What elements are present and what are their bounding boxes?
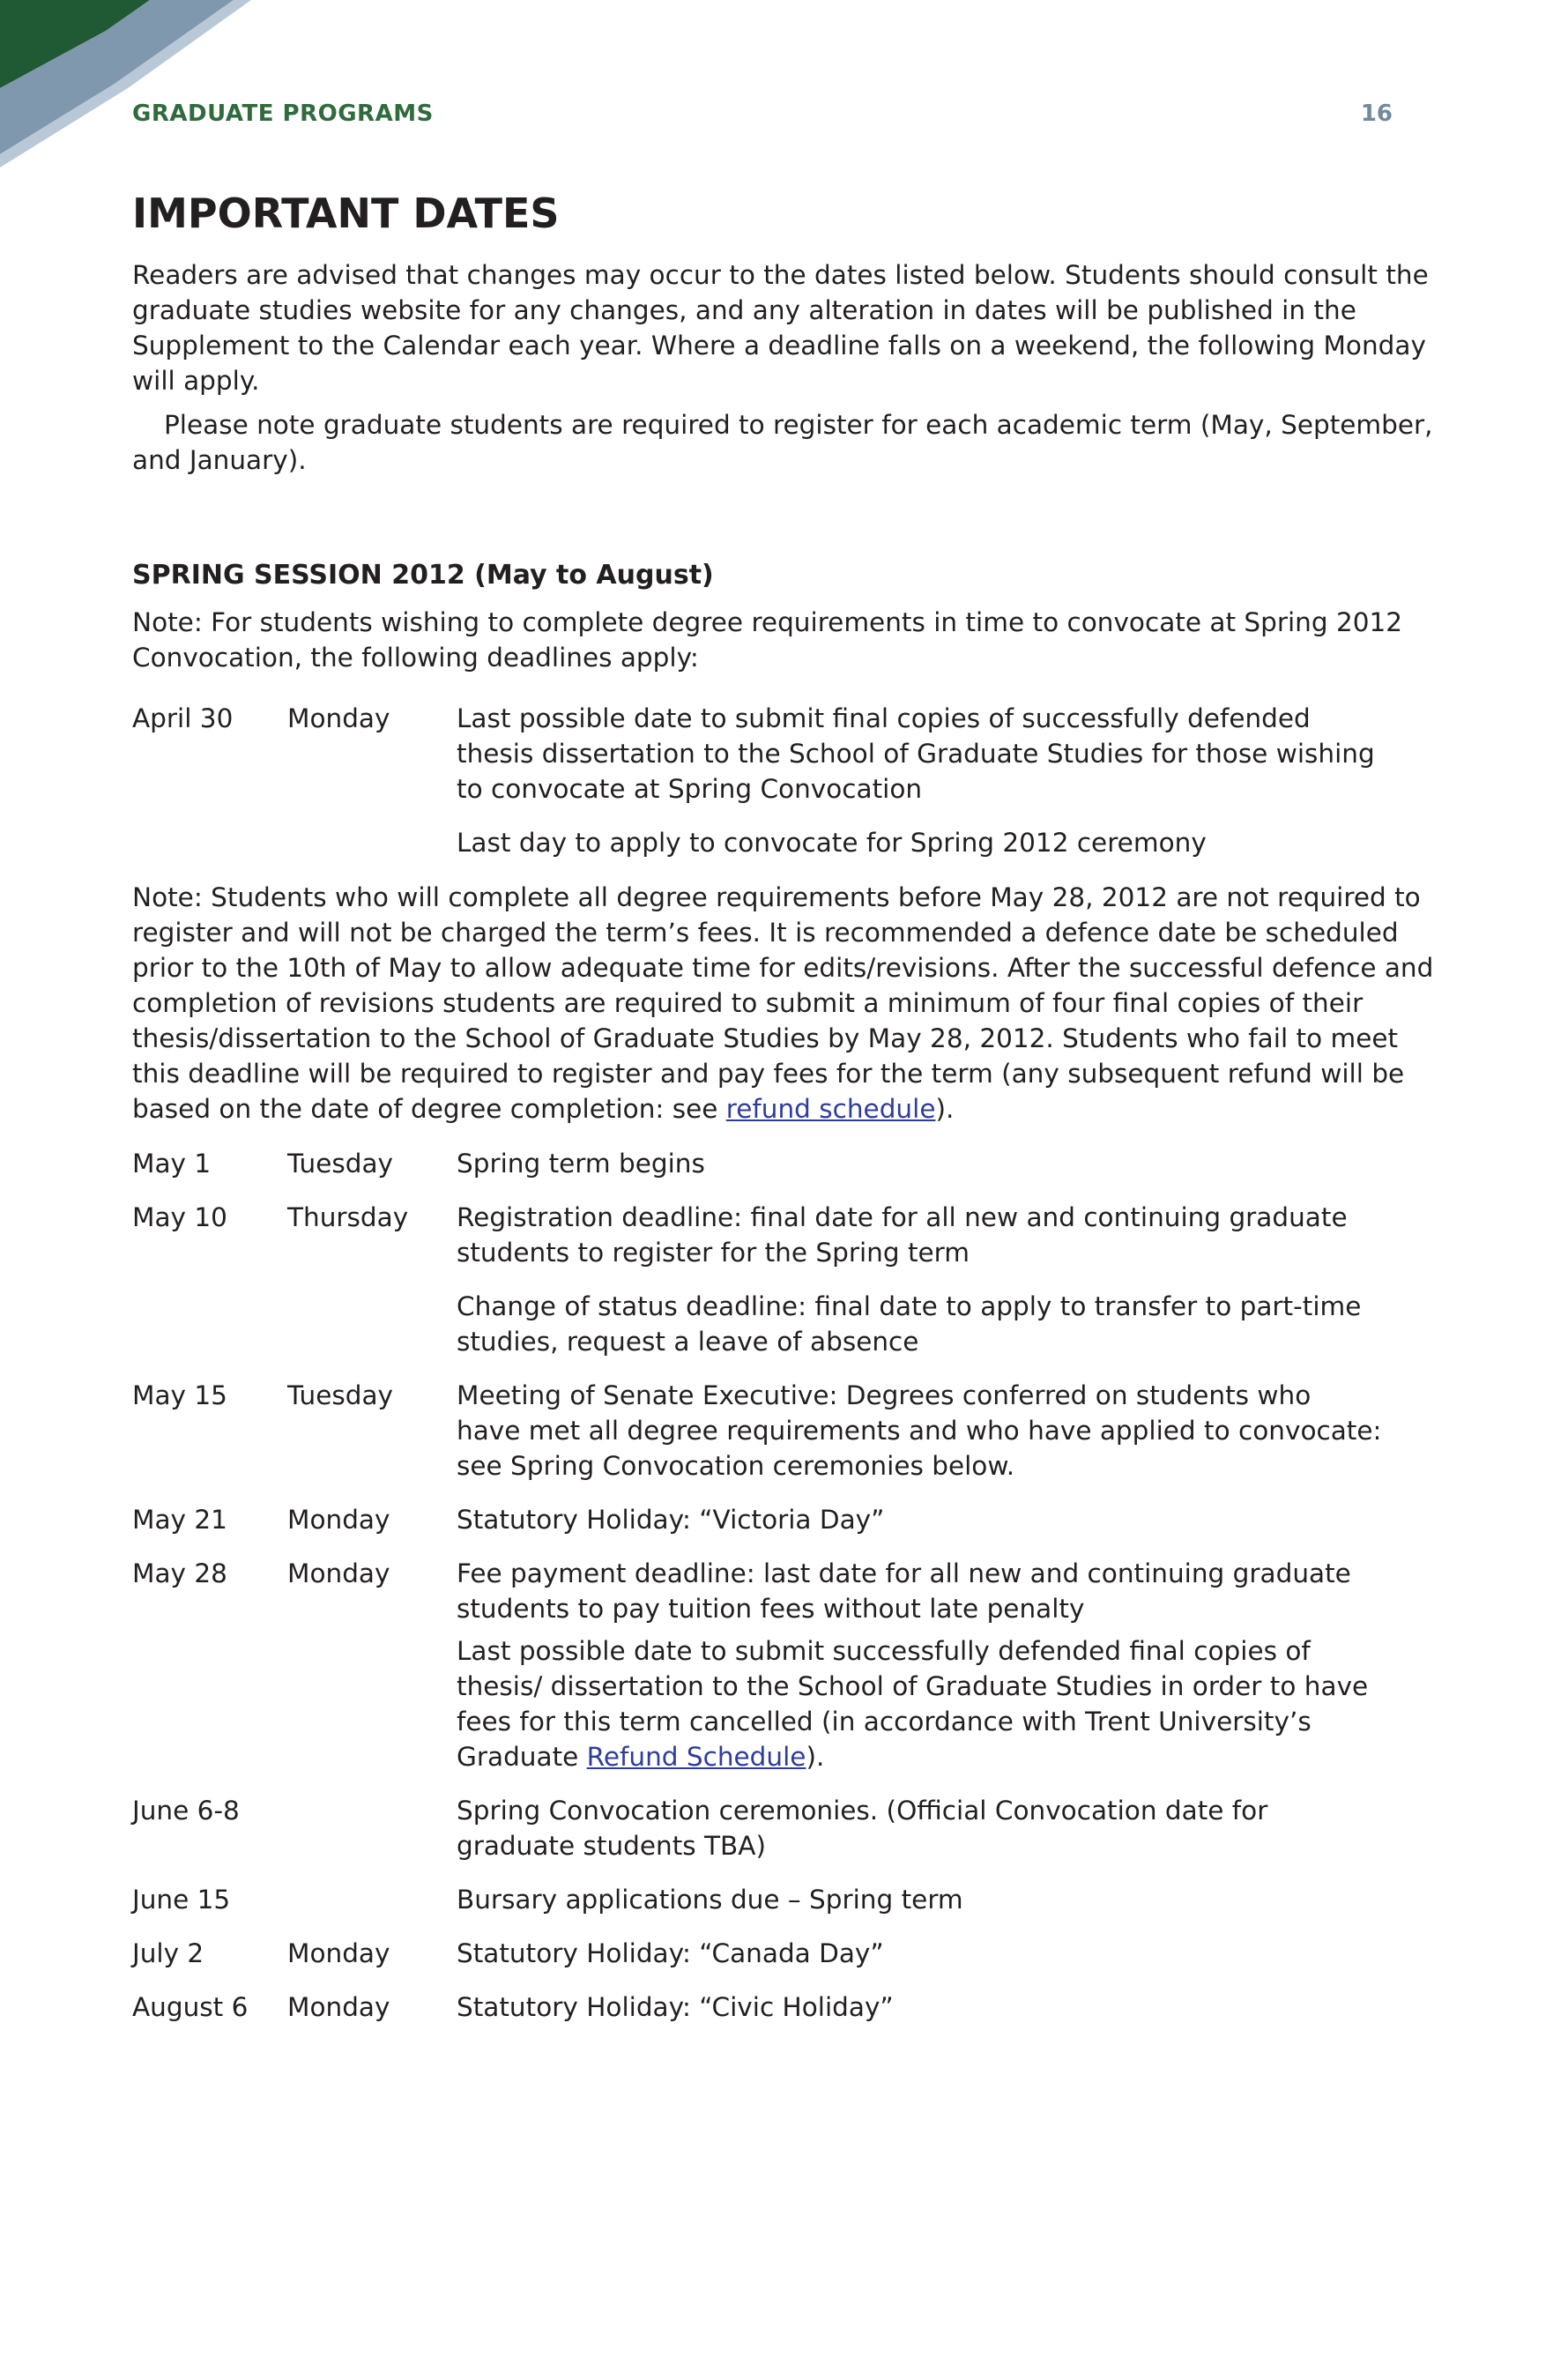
- day-cell: Tuesday: [287, 1380, 394, 1410]
- intro-paragraph-1: Readers are advised that changes may occur to the dates listed below. Students should consult the graduate studies website for any changes, and any alteration in dates will be published in the Supplement to the Calendar each year. Where a deadline falls on a weekend, the following Monday will apply.: [132, 260, 1429, 396]
- day-cell: [287, 1289, 457, 1359]
- spring-term-dates-table: [132, 1146, 1437, 2043]
- description-cell: Bursary applications due – Spring term: [457, 1885, 963, 1915]
- date-cell: May 21: [132, 1505, 227, 1535]
- convocation-deadline-table: [132, 701, 1437, 879]
- description-cell: Statutory Holiday: “Victoria Day”: [457, 1505, 885, 1535]
- date-row: [132, 1633, 1437, 1774]
- day-cell: Monday: [287, 1938, 390, 1968]
- note-registration-requirements: [132, 880, 1437, 1127]
- date-row: [132, 1502, 1437, 1537]
- refund-schedule-link[interactable]: Refund Schedule: [586, 1742, 806, 1772]
- description-cell: Statutory Holiday: “Civic Holiday”: [457, 1992, 894, 2022]
- date-cell: June 6-8: [132, 1796, 240, 1826]
- note-closing: ).: [935, 1094, 955, 1124]
- corner-decoration: [0, 0, 264, 176]
- date-cell: May 15: [132, 1380, 227, 1410]
- intro-paragraph-2: Please note graduate students are required to register for each academic term (May, September, and January).: [132, 410, 1433, 475]
- page-title: IMPORTANT DATES: [132, 190, 560, 237]
- note-text: Note: Students who will complete all degree requirements before May 28, 2012 are not required to register and will not be charged the term’s fees. It is recommended a defence date be scheduled prior to the 10th of May to allow adequate time for edits/revisions. After the successful defence and completion of revisions students are required to submit a minimum of four final copies of their thesis/dissertation to the School of Graduate Studies by May 28, 2012. Students who fail to meet this deadline will be required to register and pay fees for the term (any subsequent refund will be based on the date of degree completion: see: [132, 882, 1434, 1124]
- description-cell: Spring term begins: [457, 1149, 705, 1179]
- day-cell: [287, 1882, 457, 1917]
- description-cell: Registration deadline: final date for all new and continuing graduate students to register for the Spring term: [457, 1202, 1348, 1268]
- date-row: [132, 1990, 1437, 2025]
- day-cell: [287, 1793, 457, 1863]
- date-row: [132, 1936, 1437, 1971]
- page-number: 16: [1360, 100, 1393, 127]
- date-row: [132, 1793, 1437, 1863]
- day-cell: Monday: [287, 703, 390, 733]
- date-row: [132, 825, 1437, 860]
- date-cell: May 1: [132, 1149, 212, 1179]
- date-row: [132, 1378, 1437, 1484]
- description-cell: Change of status deadline: final date to apply to transfer to part-time studies, request a leave of absence: [457, 1291, 1362, 1357]
- date-row: [132, 701, 1437, 807]
- date-cell: April 30: [132, 703, 234, 733]
- section-heading-spring-session: SPRING SESSION 2012 (May to August): [132, 560, 714, 591]
- date-cell: [132, 1633, 287, 1774]
- day-cell: [287, 825, 457, 860]
- refund-schedule-link[interactable]: refund schedule: [725, 1094, 936, 1124]
- description-cell: Spring Convocation ceremonies. (Official Convocation date for graduate students TBA): [457, 1796, 1268, 1861]
- description-cell: Fee payment deadline: last date for all new and continuing graduate students to pay tuition fees without late penalty: [457, 1558, 1351, 1624]
- description-cell: Statutory Holiday: “Canada Day”: [457, 1938, 884, 1968]
- description-cell: Meeting of Senate Executive: Degrees conferred on students who have met all degree requirements and who have applied to convocate: see Spring Convocation ceremonies below.: [457, 1380, 1382, 1481]
- note-convocation-deadlines: Note: For students wishing to complete degree requirements in time to convocate at Spring 2012 Convocation, the following deadlines apply:: [132, 607, 1403, 673]
- date-row: [132, 1556, 1437, 1626]
- running-header-section: GRADUATE PROGRAMS: [132, 100, 434, 127]
- day-cell: Tuesday: [287, 1149, 394, 1179]
- date-row: [132, 1146, 1437, 1181]
- description-cell: [457, 1633, 1408, 1774]
- date-row: [132, 1882, 1437, 1917]
- description-cell: Last possible date to submit final copies of successfully defended thesis dissertation to the School of Graduate Studies for those wishing to convocate at Spring Convocation: [457, 703, 1375, 804]
- date-cell: [132, 825, 287, 860]
- day-cell: Thursday: [287, 1202, 409, 1232]
- date-cell: July 2: [132, 1938, 204, 1968]
- description-text: Last possible date to submit successfully defended final copies of thesis/ dissertation to the School of Graduate Studies in order to have fees for this term cancelled (in accordance with Trent University’s Graduate: [457, 1636, 1369, 1772]
- date-cell: August 6: [132, 1992, 249, 2022]
- day-cell: [287, 1633, 457, 1774]
- day-cell: Monday: [287, 1992, 390, 2022]
- date-row: [132, 1289, 1437, 1359]
- date-cell: [132, 1289, 287, 1359]
- description-cell: Last day to apply to convocate for Spring 2012 ceremony: [457, 828, 1207, 858]
- date-cell: May 28: [132, 1558, 227, 1588]
- date-cell: May 10: [132, 1202, 227, 1232]
- date-cell: June 15: [132, 1885, 231, 1915]
- date-row: [132, 1200, 1437, 1270]
- description-closing: ).: [806, 1742, 825, 1772]
- day-cell: Monday: [287, 1558, 390, 1588]
- day-cell: Monday: [287, 1505, 390, 1535]
